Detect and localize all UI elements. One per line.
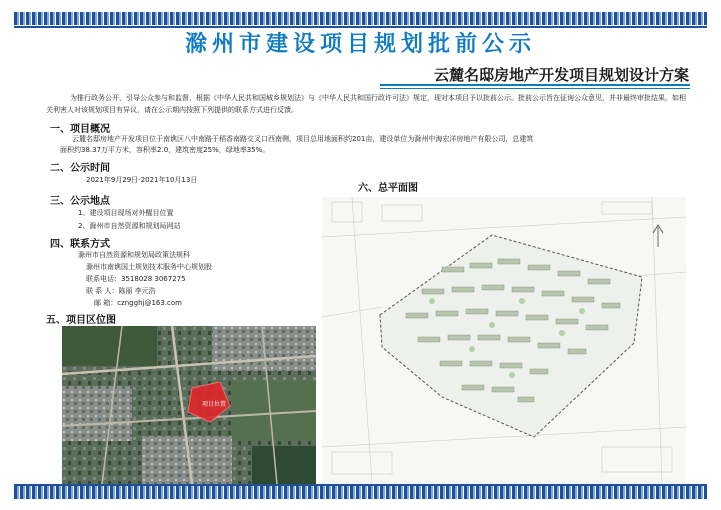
contact-person: 联 系 人：陈丽 李元浩	[86, 287, 156, 295]
contact-email: 邮 箱：czngghj@163.com	[94, 299, 182, 307]
place-item-1: 1、建设项目现场对外醒目位置	[78, 209, 174, 217]
site-plan-drawing	[322, 197, 686, 483]
contact-phone: 联系电话：3518028 3067275	[86, 275, 186, 283]
location-satellite-map	[62, 326, 316, 484]
intro-paragraph: 为推行政务公开，引导公众参与和监督，根据《中华人民共和国城乡规划法》与《中华人民共和国行政许可法》规定，现对本项目予以批前公示。批前公示旨在征询公众意见，并非最终审批结果。如相关利害人对该规划项目有异议，请在公示期内按照下列提供的联系方式进行反馈。	[46, 94, 686, 114]
contact-heading: 四、联系方式	[50, 239, 110, 250]
plan-heading: 六、总平面图	[358, 183, 418, 194]
location-marker-label: 项目位置	[202, 401, 227, 408]
place-item-2: 2、滁州市自然资源和规划局网站	[78, 222, 181, 230]
top-border	[14, 12, 707, 25]
location-heading: 五、项目区位图	[46, 315, 116, 326]
contact-unit-2: 滁州市南谯国土规划技术服务中心规划股	[86, 263, 212, 271]
site-plan-image	[322, 197, 686, 483]
period-value: 2021年9月29日-2021年10月13日	[86, 176, 198, 184]
period-heading: 二、公示时间	[50, 163, 110, 174]
overview-heading: 一、项目概况	[50, 124, 110, 135]
contact-unit-1: 滁州市自然资源和规划局政策法规科	[78, 251, 190, 259]
overview-line2: 面积约38.37万平方米，容积率2.0，建筑密度25%，绿地率35%。	[60, 146, 270, 154]
place-heading: 三、公示地点	[50, 196, 110, 207]
overview-line1: 云麓名邸房地产开发项目位于南谯区八中南路于稻香南路交叉口西南侧，项目总用地面积约201亩，建设单位为滁州中海宏洋房地产有限公司，总建筑	[72, 135, 534, 143]
page-subtitle: 云麓名邸房地产开发项目规划设计方案	[433, 66, 689, 84]
subtitle-underline	[380, 84, 690, 86]
satellite-map-image	[62, 326, 316, 484]
bottom-border	[14, 486, 707, 499]
subtitle-underline-thin	[380, 88, 690, 89]
page-title: 滁州市建设项目规划批前公示	[184, 32, 536, 57]
